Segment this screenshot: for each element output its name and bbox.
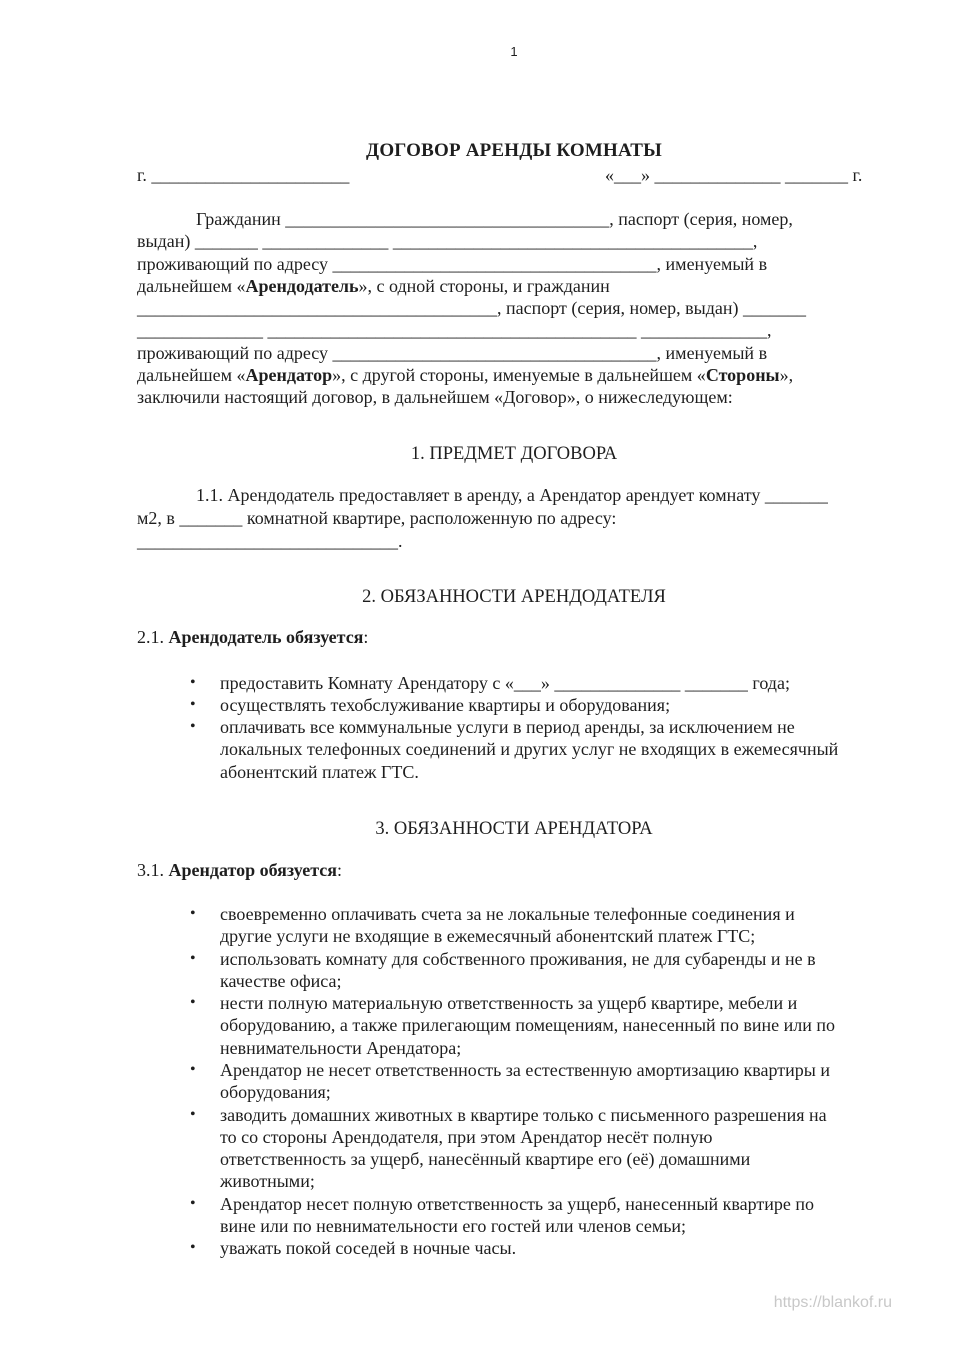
list-item: Арендатор несет полную ответственность за ущерб, нанесенный квартире по [220,1194,815,1214]
section-3-heading: 3. ОБЯЗАННОСТИ АРЕНДАТОРА [375,819,653,839]
section-1-heading: 1. ПРЕДМЕТ ДОГОВОРА [410,444,618,464]
preamble-text: », с одной стороны, и гражданин [358,276,610,296]
bullet-icon: • [190,718,196,735]
watermark-link[interactable]: https://blankof.ru [773,1294,892,1311]
bullet-icon: • [190,1239,196,1256]
bullet-icon: • [190,1106,196,1123]
clause-subject: Арендатор обязуется [168,860,337,880]
list-item: предоставить Комнату Арендатору с «___» ______________ _______ года; [220,673,790,693]
preamble-line-1: Гражданин ____________________________________, паспорт (серия, номер, [196,209,793,229]
bullet-icon: • [190,674,196,691]
city-field: г. ______________________ [137,165,350,185]
list-item-continued: то со стороны Арендодателя, при этом Арендатор несёт полную [220,1127,713,1147]
preamble-line-4 [137,275,610,297]
term-parties: Стороны [705,365,780,385]
bullet-icon: • [190,696,196,713]
preamble-text: дальнейшем « [137,365,246,385]
section-2-clause [137,626,368,648]
section-1-line-2: м2, в _______ комнатной квартире, расположенную по адресу: [137,508,617,528]
bullet-icon: • [190,1061,196,1078]
list-item: своевременно оплачивать счета за не локальные телефонные соединения и [220,904,795,924]
bullet-icon: • [190,950,196,967]
clause-number: 3.1. [137,860,169,880]
preamble-text: дальнейшем « [137,276,246,296]
term-tenant: Арендатор [245,365,333,385]
clause-subject: Арендодатель обязуется [168,627,364,647]
list-item-continued: оборудованию, а также прилегающим помещениям, нанесенный по вине или по [220,1015,835,1035]
list-item: нести полную материальную ответственность за ущерб квартире, мебели и [220,993,798,1013]
list-item-continued: ответственность за ущерб, нанесённый квартире его (её) домашними [220,1149,751,1169]
clause-number: 2.1. [137,627,169,647]
list-item-continued: невнимательности Арендатора; [220,1038,462,1058]
clause-colon: : [337,860,343,880]
term-landlord: Арендодатель [245,276,359,296]
list-item: заводить домашних животных в квартире только с письменного разрешения на [220,1105,827,1125]
bullet-icon: • [190,1195,196,1212]
section-3-clause [137,859,342,881]
list-item-continued: другие услуги не входящие в ежемесячный абонентский платеж ГТС; [220,926,756,946]
preamble-line-2: выдан) _______ ______________ ________________________________________, [137,231,758,251]
preamble-line-8 [137,364,793,386]
page-number: 1 [510,44,518,59]
list-item-continued: качестве офиса; [220,971,342,991]
preamble-line-7: проживающий по адресу ____________________________________, именуемый в [137,343,768,363]
preamble-line-3: проживающий по адресу ____________________________________, именуемый в [137,254,768,274]
preamble-text: », [779,365,794,385]
list-item-continued: абонентский платеж ГТС. [220,762,419,782]
list-item: уважать покой соседей в ночные часы. [220,1238,517,1258]
bullet-icon: • [190,994,196,1011]
list-item: осуществлять техобслуживание квартиры и оборудования; [220,695,671,715]
list-item: использовать комнату для собственного проживания, не для субаренды и не в [220,949,816,969]
clause-colon: : [363,627,369,647]
preamble-line-6: ______________ _________________________________________ ______________, [137,320,772,340]
list-item-continued: животными; [220,1171,315,1191]
date-field: «___» ______________ _______ г. [605,165,863,185]
bullet-icon: • [190,905,196,922]
list-item: Арендатор не несет ответственность за естественную амортизацию квартиры и [220,1060,831,1080]
section-1-line-3: _____________________________. [137,531,403,551]
list-item-continued: оборудования; [220,1082,331,1102]
section-2-heading: 2. ОБЯЗАННОСТИ АРЕНДОДАТЕЛЯ [362,587,666,607]
document-title: ДОГОВОР АРЕНДЫ КОМНАТЫ [366,140,662,161]
list-item-continued: вине или по невнимательности его гостей или членов семьи; [220,1216,687,1236]
list-item-continued: локальных телефонных соединений и других услуг не входящих в ежемесячный [220,739,839,759]
section-1-line-1: 1.1. Арендодатель предоставляет в аренду, а Арендатор арендует комнату _______ [196,485,828,505]
preamble-line-5: ________________________________________, паспорт (серия, номер, выдан) _______ [137,298,807,318]
list-item: оплачивать все коммунальные услуги в период аренды, за исключением не [220,717,795,737]
preamble-text: », с другой стороны, именуемые в дальнейшем « [332,365,706,385]
preamble-line-9: заключили настоящий договор, в дальнейшем «Договор», о нижеследующем: [137,387,733,407]
